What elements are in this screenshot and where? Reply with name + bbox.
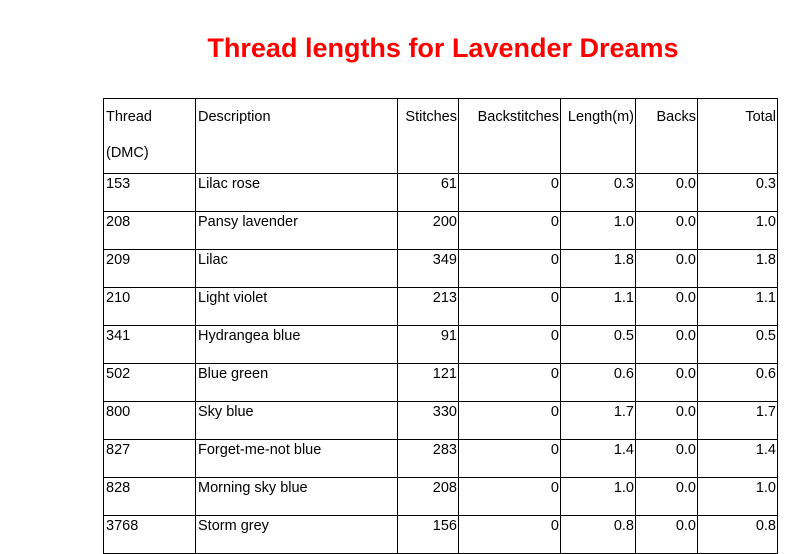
cell-backstitches: 0	[459, 516, 561, 554]
cell-description: Morning sky blue	[196, 478, 398, 516]
cell-total: 1.0	[698, 478, 778, 516]
cell-stitches: 213	[398, 288, 459, 326]
cell-total: 0.8	[698, 516, 778, 554]
cell-thread: 210	[104, 288, 196, 326]
cell-stitches: 91	[398, 326, 459, 364]
cell-length: 1.1	[561, 288, 636, 326]
cell-thread: 153	[104, 174, 196, 212]
cell-length: 0.6	[561, 364, 636, 402]
cell-description: Storm grey	[196, 516, 398, 554]
page-title: Thread lengths for Lavender Dreams	[207, 33, 679, 63]
table-row	[104, 364, 778, 402]
cell-stitches: 121	[398, 364, 459, 402]
cell-total: 0.5	[698, 326, 778, 364]
cell-backs: 0.0	[636, 212, 698, 250]
table-row	[104, 440, 778, 478]
cell-total: 1.1	[698, 288, 778, 326]
cell-backs: 0.0	[636, 364, 698, 402]
cell-total: 1.0	[698, 212, 778, 250]
cell-backs: 0.0	[636, 326, 698, 364]
header-total: Total	[698, 99, 778, 174]
cell-description: Forget-me-not blue	[196, 440, 398, 478]
thread-lengths-table	[103, 98, 778, 554]
cell-length: 1.8	[561, 250, 636, 288]
cell-backs: 0.0	[636, 174, 698, 212]
cell-total: 1.4	[698, 440, 778, 478]
cell-total: 1.8	[698, 250, 778, 288]
cell-length: 1.4	[561, 440, 636, 478]
cell-description: Lilac	[196, 250, 398, 288]
table-row	[104, 288, 778, 326]
cell-backstitches: 0	[459, 364, 561, 402]
cell-length: 1.0	[561, 212, 636, 250]
cell-backstitches: 0	[459, 326, 561, 364]
cell-stitches: 200	[398, 212, 459, 250]
header-backs: Backs	[636, 99, 698, 174]
cell-backs: 0.0	[636, 516, 698, 554]
cell-length: 0.5	[561, 326, 636, 364]
cell-description: Blue green	[196, 364, 398, 402]
cell-backstitches: 0	[459, 402, 561, 440]
cell-thread: 208	[104, 212, 196, 250]
cell-total: 1.7	[698, 402, 778, 440]
cell-backstitches: 0	[459, 478, 561, 516]
cell-stitches: 330	[398, 402, 459, 440]
cell-description: Lilac rose	[196, 174, 398, 212]
cell-backs: 0.0	[636, 440, 698, 478]
cell-description: Sky blue	[196, 402, 398, 440]
cell-thread: 341	[104, 326, 196, 364]
cell-backs: 0.0	[636, 402, 698, 440]
cell-stitches: 349	[398, 250, 459, 288]
table-row	[104, 174, 778, 212]
cell-length: 0.3	[561, 174, 636, 212]
table-body	[104, 174, 778, 554]
cell-stitches: 61	[398, 174, 459, 212]
cell-length: 1.7	[561, 402, 636, 440]
cell-total: 0.3	[698, 174, 778, 212]
table-row	[104, 326, 778, 364]
cell-backstitches: 0	[459, 440, 561, 478]
cell-stitches: 208	[398, 478, 459, 516]
table-row	[104, 212, 778, 250]
table-row	[104, 516, 778, 554]
header-backstitches: Backstitches	[459, 99, 561, 174]
cell-description: Pansy lavender	[196, 212, 398, 250]
cell-backs: 0.0	[636, 288, 698, 326]
cell-thread: 828	[104, 478, 196, 516]
cell-stitches: 283	[398, 440, 459, 478]
cell-total: 0.6	[698, 364, 778, 402]
cell-backstitches: 0	[459, 288, 561, 326]
cell-length: 1.0	[561, 478, 636, 516]
cell-thread: 800	[104, 402, 196, 440]
cell-backs: 0.0	[636, 478, 698, 516]
header-length: Length(m)	[561, 99, 636, 174]
cell-backstitches: 0	[459, 250, 561, 288]
table-row	[104, 402, 778, 440]
table-row	[104, 250, 778, 288]
header-thread	[104, 99, 196, 174]
cell-thread: 827	[104, 440, 196, 478]
header-thread-line1: Thread	[106, 109, 152, 125]
cell-description: Hydrangea blue	[196, 326, 398, 364]
header-stitches: Stitches	[398, 99, 459, 174]
table-row	[104, 478, 778, 516]
header-description: Description	[196, 99, 398, 174]
cell-length: 0.8	[561, 516, 636, 554]
cell-thread: 502	[104, 364, 196, 402]
cell-backstitches: 0	[459, 174, 561, 212]
cell-description: Light violet	[196, 288, 398, 326]
cell-stitches: 156	[398, 516, 459, 554]
cell-backs: 0.0	[636, 250, 698, 288]
cell-thread: 209	[104, 250, 196, 288]
table-header-row	[104, 99, 778, 174]
cell-backstitches: 0	[459, 212, 561, 250]
cell-thread: 3768	[104, 516, 196, 554]
header-thread-line2: (DMC)	[106, 145, 149, 161]
